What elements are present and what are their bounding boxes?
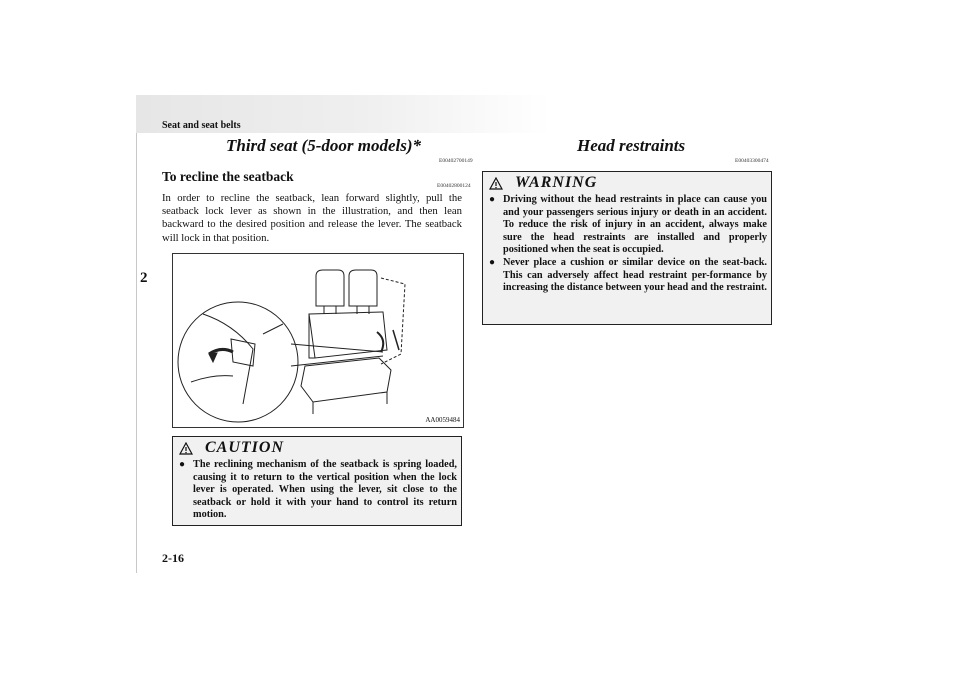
running-head: Seat and seat belts [162,120,241,131]
caution-list [179,459,457,522]
section-code: E00402700149 [439,158,473,164]
side-rule [136,133,137,573]
warning-item: ● Driving without the head restraints in place can cause you and your passengers serious injury or death in an accident. To reduce the risk of injury in an accident, always make sure the head restraints are installed and properly positioned when the seat is occupied. [489,194,767,256]
section-code-head-restraints: E00403300474 [735,158,769,164]
seat-illustration [172,253,464,428]
chapter-tab: 2 [140,270,148,286]
warning-triangle-icon [489,177,503,190]
subsection-title: To recline the seatback [162,169,294,184]
caution-header [179,439,284,457]
bullet-icon: ● [489,194,496,205]
section-title-head-restraints: Head restraints [577,136,686,155]
body-text: In order to recline the seatback, lean forward slightly, pull the seatback lock lever as shown in the illustration, and then lean backward to the desired position and release the lever. The seatback will lock in that position. [162,192,462,244]
section-title-third-seat: Third seat (5-door models)* [226,136,422,155]
warning-triangle-icon [179,442,193,455]
warning-title: WARNING [515,174,598,191]
warning-box [482,171,772,325]
warning-header [489,174,597,192]
warning-item: ● Never place a cushion or similar device on the seat-back. This can adversely affect head restraint per-formance by increasing the distance between your head and the restraint. [489,256,767,294]
warning-list [489,194,767,295]
caution-box [172,436,462,526]
caution-title: CAUTION [205,439,285,456]
caution-item: ● The reclining mechanism of the seatback is spring loaded, causing it to return to the vertical position when the lock lever is operated. When using the lever, sit close to the seatback or hold it with your hand to control its return motion. [179,459,457,521]
page-number: 2-16 [162,551,184,565]
seat-drawing [173,254,463,427]
bullet-icon: ● [179,459,186,470]
bullet-icon: ● [489,256,496,268]
subsection-code: E00402800124 [437,183,471,189]
figure-code: AA0059484 [425,416,460,424]
